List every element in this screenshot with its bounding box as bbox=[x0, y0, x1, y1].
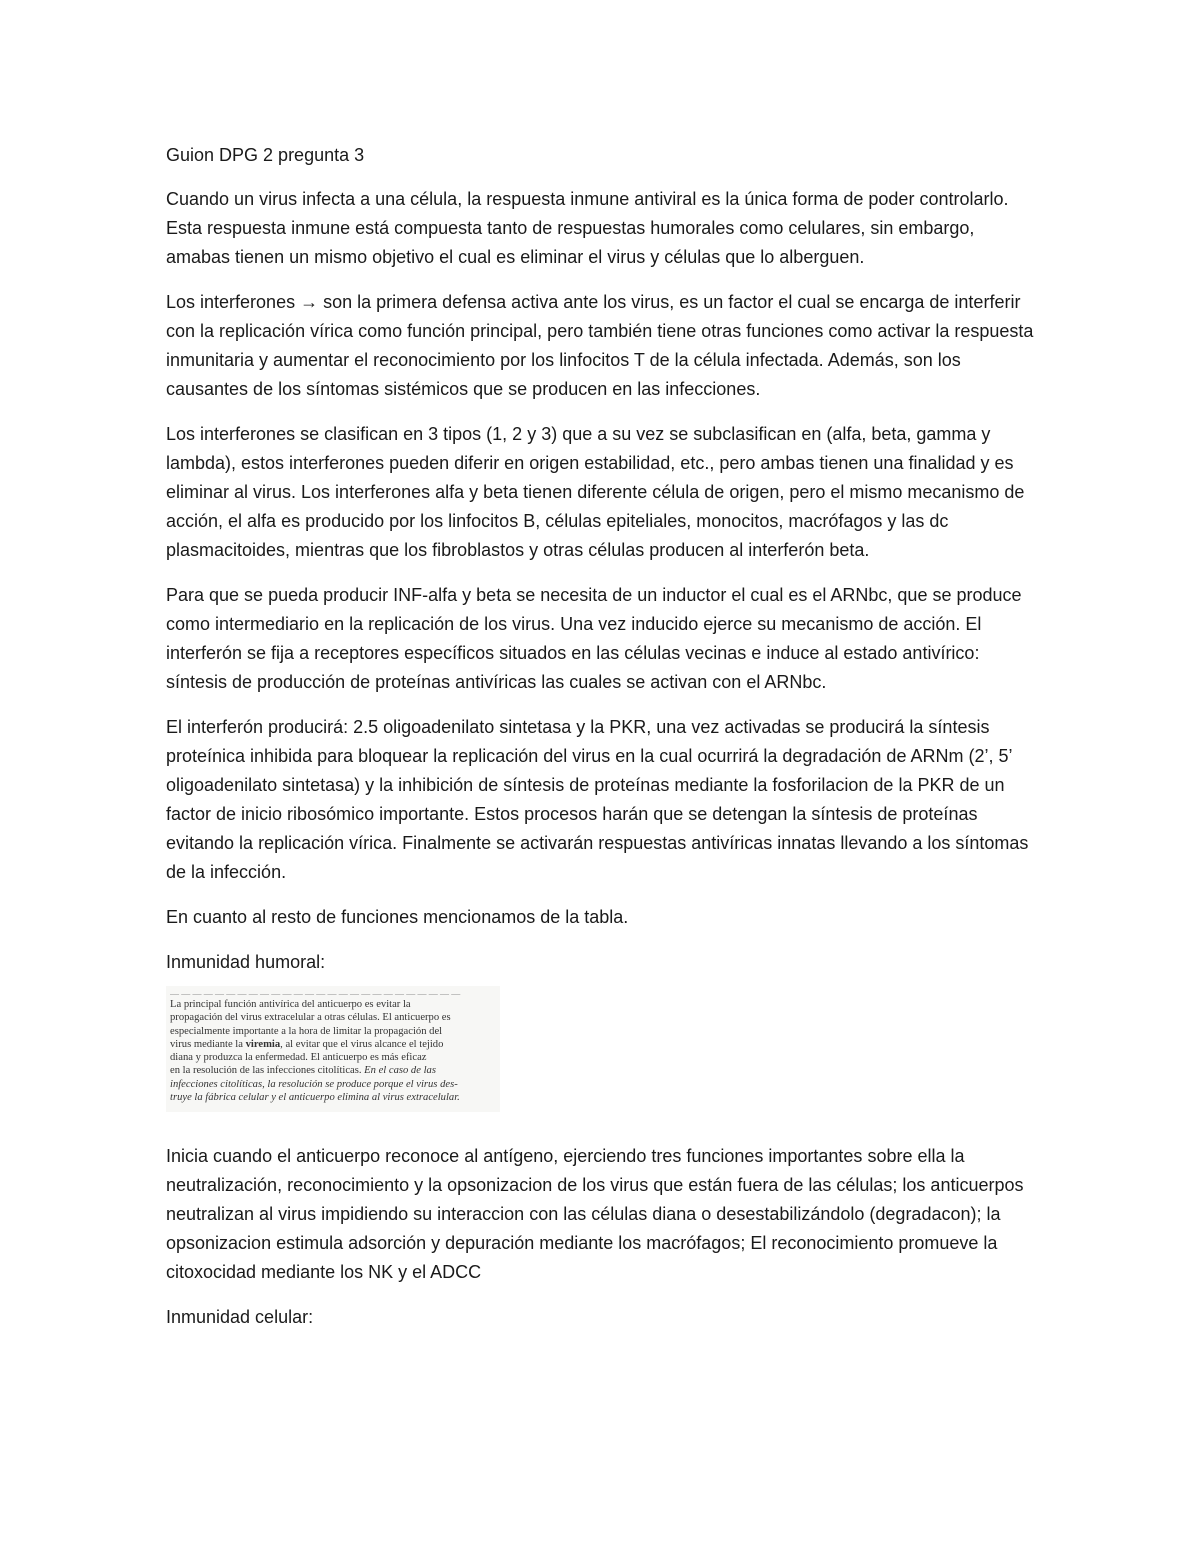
excerpt-line: propagación del virus extracelular a otras células. El anticuerpo es bbox=[170, 1012, 451, 1024]
paragraph-mechanism: El interferón producirá: 2.5 oligoadenilato sintetasa y la PKR, una vez activadas se producirá la síntesis proteínica inhibida para bloquear la replicación del virus en la cual ocurrirá la degradación de ARNm (2’, 5’ oligoadenilato sintetasa) y la inhibición de síntesis de proteínas mediante la fosforilacion de la PKR de un factor de inicio ribosómico importante. Estos procesos harán que se detengan la síntesis de proteínas evitando la replicación vírica. Finalmente se activarán respuestas antivíricas innatas llevando a los síntomas de la infección. bbox=[166, 717, 1029, 882]
paragraph-humoral: Inicia cuando el anticuerpo reconoce al antígeno, ejerciendo tres funciones importantes sobre ella la neutralización, reconocimiento y la opsonizacion de los virus que están fuera de las células; los anticuerpos neutralizan al virus impidiendo su interaccion con las células diana o desestabilizándolo (degradacon); la opsonizacion estimula adsorción y depuración mediante los macrófagos; El reconocimiento promueve la citoxocidad mediante los NK y el ADCC bbox=[166, 1146, 1024, 1282]
excerpt-text: en la resolución de las infecciones citolíticas. bbox=[170, 1065, 362, 1077]
excerpt-text: virus mediante la bbox=[170, 1038, 243, 1050]
excerpt-italic-text: En el caso de las bbox=[364, 1065, 436, 1077]
excerpt-line: especialmente importante a la hora de limitar la propagación del bbox=[170, 1025, 443, 1037]
excerpt-line: La principal función antivírica del anticuerpo es evitar la bbox=[170, 999, 411, 1010]
textbook-excerpt-image bbox=[166, 986, 500, 1112]
excerpt-line bbox=[170, 1064, 496, 1077]
paragraph-table-reference: En cuanto al resto de funciones mencionamos de la tabla. bbox=[166, 907, 629, 927]
excerpt-bold-term: viremia bbox=[245, 1038, 281, 1050]
excerpt-cut-line: — — — — — — — — — — — — — — — — — — — — — — — — — — bbox=[170, 991, 461, 998]
excerpt-text: , al evitar que el virus alcance el tejido bbox=[280, 1038, 444, 1050]
section-label-cellular: Inmunidad celular: bbox=[166, 1307, 314, 1327]
section-label-humoral: Inmunidad humoral: bbox=[166, 952, 326, 972]
paragraph-intro: Cuando un virus infecta a una célula, la respuesta inmune antiviral es la única forma de poder controlarlo. Esta respuesta inmune está compuesta tanto de respuestas humorales como celulares, sin embargo, amabas tienen un mismo objetivo el cual es eliminar el virus y células que lo alberguen. bbox=[166, 189, 1009, 267]
paragraph-classification: Los interferones se clasifican en 3 tipos (1, 2 y 3) que a su vez se subclasifican en (alfa, beta, gamma y lambda), estos interferones pueden diferir en origen estabilidad, etc., pero ambas tienen una finalidad y es eliminar al virus. Los interferones alfa y beta tienen diferente célula de origen, pero el mismo mecanismo de acción, el alfa es producido por los linfocitos B, células epiteliales, monocitos, macrófagos y las dc plasmacitoides, mientras que los fibroblastos y otras células producen al interferón beta. bbox=[166, 424, 1025, 560]
paragraph-inductor: Para que se pueda producir INF-alfa y beta se necesita de un inductor el cual es el ARNbc, que se produce como intermediario en la replicación de los virus. Una vez inducido ejerce su mecanismo de acción. El interferón se fija a receptores específicos situados en las células vecinas e induce al estado antivírico: síntesis de producción de proteínas antivíricas las cuales se activan con el ARNbc. bbox=[166, 585, 1022, 692]
excerpt-italic-text: infecciones citolíticas, la resolución se produce porque el virus des- bbox=[170, 1078, 458, 1090]
paragraph-interferones: Los interferones → son la primera defensa activa ante los virus, es un factor el cual se encarga de interferir con la replicación vírica como función principal, pero también tiene otras funciones como activar la respuesta inmunitaria y aumentar el reconocimiento por los linfocitos T de la célula infectada. Además, son los causantes de los síntomas sistémicos que se producen en las infecciones. bbox=[166, 292, 1034, 399]
excerpt-line: diana y produzca la enfermedad. El anticuerpo es más eficaz bbox=[170, 1052, 427, 1064]
excerpt-line bbox=[170, 1038, 496, 1051]
excerpt-italic-text: truye la fábrica celular y el anticuerpo elimina al virus extracelular. bbox=[170, 1092, 460, 1104]
excerpt-line bbox=[170, 1078, 496, 1091]
excerpt-line bbox=[170, 1091, 496, 1104]
document-title: Guion DPG 2 pregunta 3 bbox=[166, 145, 365, 165]
document-page bbox=[166, 141, 1038, 1341]
